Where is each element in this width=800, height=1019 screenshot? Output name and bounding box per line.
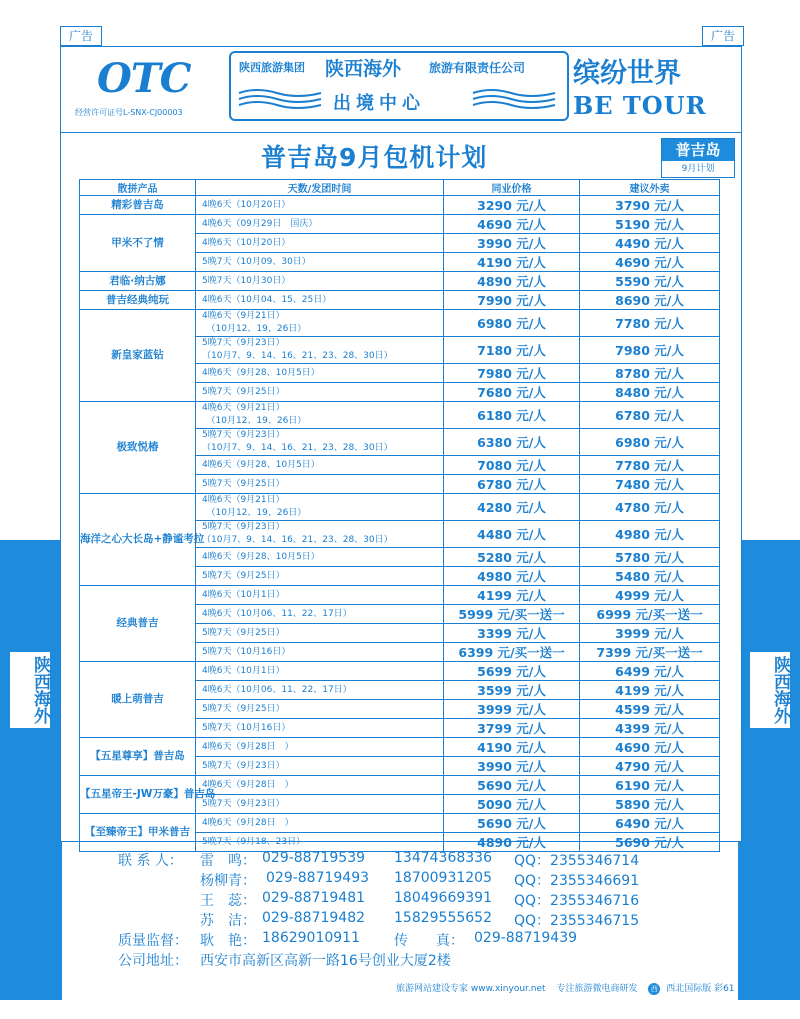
departure-date: 5晚7天（9月25日） [196,475,444,494]
address-text: 西安市高新区高新一路16号创业大厦2楼 [200,953,451,969]
product-name: 【五星帝王-JW万豪】普吉岛 [80,776,196,814]
contact-phone: 029-88719539 [262,850,366,866]
trade-price: 5090 元/人 [444,795,580,814]
footer-slogan: 专注旅游微电商研发 [556,984,638,994]
left-side-label: 陕西海外 [10,652,50,728]
footer [396,981,735,995]
contact-phone: 029-88719482 [262,910,366,926]
trade-price: 4480 元/人 [444,521,580,548]
departure-date: 5晚7天（10月16日） [196,643,444,662]
product-name: 极致悦椿 [80,402,196,494]
retail-price: 4199 元/人 [580,681,720,700]
contact-qq: QQ：2355346714 [514,853,640,869]
retail-price: 7780 元/人 [580,456,720,475]
trade-price: 3599 元/人 [444,681,580,700]
departure-date: 4晚6天（9月21日） （10月12、19、26日） [196,494,444,521]
trade-price: 4890 元/人 [444,833,580,852]
product-name: 海洋之心大长岛+静谧考拉 [80,494,196,586]
col-header-product: 散拼产品 [80,180,196,196]
trade-price: 7980 元/人 [444,364,580,383]
trade-price: 6180 元/人 [444,402,580,429]
footer-badge-icon: 西 [648,983,660,995]
departure-date: 4晚6天（10月1日） [196,586,444,605]
right-blue-band [738,540,800,1000]
departure-date: 4晚6天（9月28日 ） [196,776,444,795]
product-name: 甲米不了情 [80,215,196,272]
destination-tag [661,138,735,178]
trade-price: 6780 元/人 [444,475,580,494]
table-row [80,662,720,681]
right-side-label: 陕西海外 [750,652,790,728]
product-name: 【至臻帝王】甲米普吉 [80,814,196,852]
trade-price: 3990 元/人 [444,234,580,253]
table-row [80,814,720,833]
contact-phone: 029-88719481 [262,890,366,906]
product-name: 经典普吉 [80,586,196,662]
retail-price: 6780 元/人 [580,402,720,429]
company-box [229,51,569,121]
departure-date: 5晚7天（10月16日） [196,719,444,738]
product-name: 普吉经典纯玩 [80,291,196,310]
trade-price: 3799 元/人 [444,719,580,738]
department-name: 出境中心 [333,93,425,114]
supervisor-phone: 18629010911 [262,930,360,946]
contact-name: 王 蕊： [200,893,256,909]
departure-date: 4晚6天（10月20日） [196,234,444,253]
trade-price: 4280 元/人 [444,494,580,521]
retail-price: 4999 元/人 [580,586,720,605]
departure-date: 5晚7天（9月23日） （10月7、9、14、16、21、23、28、30日） [196,521,444,548]
departure-date: 4晚6天（9月28、10月5日） [196,456,444,475]
address-label: 公司地址： [118,953,188,969]
retail-price: 6499 元/人 [580,662,720,681]
company-suffix: 旅游有限责任公司 [429,61,526,75]
departure-date: 4晚6天（09月29日 国庆） [196,215,444,234]
departure-date: 4晚6天（9月28日 ） [196,738,444,757]
trade-price: 5690 元/人 [444,814,580,833]
table-header-row [80,180,720,196]
departure-date: 5晚7天（9月23日） [196,795,444,814]
trade-price: 7080 元/人 [444,456,580,475]
departure-date: 5晚7天（9月25日） [196,624,444,643]
trade-price: 3399 元/人 [444,624,580,643]
trade-price: 6380 元/人 [444,429,580,456]
departure-date: 5晚7天（10月30日） [196,272,444,291]
departure-date: 5晚7天（9月23日） （10月7、9、14、16、21、23、28、30日） [196,429,444,456]
departure-date: 4晚6天（9月28、10月5日） [196,364,444,383]
tag-subtitle: 9月计划 [681,164,715,174]
header [60,46,742,134]
product-name: 暖上萌普吉 [80,662,196,738]
contact-phone: 029-88719493 [266,870,370,886]
contact-mobile: 18049669391 [394,890,492,906]
departure-date: 5晚7天（9月23日） [196,757,444,776]
retail-price: 7780 元/人 [580,310,720,337]
wave-decoration-icon [471,87,561,111]
trade-price: 4690 元/人 [444,215,580,234]
trade-price: 4980 元/人 [444,567,580,586]
price-table [79,179,720,852]
departure-date: 4晚6天（9月21日） （10月12、19、26日） [196,402,444,429]
left-blue-band [0,540,62,1000]
product-name: 精彩普吉岛 [80,196,196,215]
retail-price: 8690 元/人 [580,291,720,310]
retail-price: 8480 元/人 [580,383,720,402]
license-number: 经营许可证号L-SNX-CJ00003 [75,108,183,117]
fax-number: 029-88719439 [474,930,578,946]
trade-price: 6980 元/人 [444,310,580,337]
departure-date: 4晚6天（10月06、11、22、17日） [196,605,444,624]
col-header-retail-price: 建议外卖 [580,180,720,196]
retail-price: 4790 元/人 [580,757,720,776]
col-header-departure: 天数/发团时间 [196,180,444,196]
retail-price: 4690 元/人 [580,738,720,757]
retail-price: 4980 元/人 [580,521,720,548]
table-row [80,402,720,429]
trade-price: 5690 元/人 [444,776,580,795]
retail-price: 5590 元/人 [580,272,720,291]
retail-price: 4780 元/人 [580,494,720,521]
departure-date: 5晚7天（9月18、23日） [196,833,444,852]
retail-price: 5480 元/人 [580,567,720,586]
contact-qq: QQ：2355346715 [514,913,640,929]
contact-mobile: 13474368336 [394,850,492,866]
trade-price: 3290 元/人 [444,196,580,215]
contact-name: 苏 洁： [200,913,256,929]
group-name: 陕西旅游集团 [239,61,305,74]
trade-price: 4190 元/人 [444,738,580,757]
table-row [80,738,720,757]
contact-name: 杨柳青： [200,873,256,889]
brand-chinese: 缤纷世界 [573,58,681,89]
table-row [80,586,720,605]
trade-price: 6399 元/买一送一 [444,643,580,662]
departure-date: 4晚6天（9月21日） （10月12、19、26日） [196,310,444,337]
trade-price: 7680 元/人 [444,383,580,402]
col-header-trade-price: 同业价格 [444,180,580,196]
departure-date: 5晚7天（9月25日） [196,383,444,402]
trade-price: 3999 元/人 [444,700,580,719]
retail-price: 3999 元/人 [580,624,720,643]
table-row [80,196,720,215]
retail-price: 5890 元/人 [580,795,720,814]
retail-price: 6490 元/人 [580,814,720,833]
trade-price: 3990 元/人 [444,757,580,776]
product-name: 新皇家蓝钻 [80,310,196,402]
retail-price: 4690 元/人 [580,253,720,272]
tag-title: 普吉岛 [662,139,734,161]
otc-logo: OTC [97,55,191,102]
supervisor-label: 质量监督： [118,933,188,949]
retail-price: 7980 元/人 [580,337,720,364]
contact-label: 联 系 人： [118,853,183,869]
trade-price: 5699 元/人 [444,662,580,681]
table-row [80,215,720,234]
table-row [80,310,720,337]
departure-date: 4晚6天（10月04、15、25日） [196,291,444,310]
ad-label-right: 广告 [702,26,744,46]
company-main: 陕西海外 [325,58,402,80]
trade-price: 7990 元/人 [444,291,580,310]
retail-price: 7399 元/买一送一 [580,643,720,662]
trade-price: 4190 元/人 [444,253,580,272]
page-title: 普吉岛9月包机计划 [261,143,488,172]
contact-name: 雷 鸣： [200,853,256,869]
departure-date: 5晚7天（10月09、30日） [196,253,444,272]
departure-date: 4晚6天（10月1日） [196,662,444,681]
table-row [80,272,720,291]
departure-date: 4晚6天（10月20日） [196,196,444,215]
retail-price: 4399 元/人 [580,719,720,738]
fax-label: 传 真： [394,933,464,949]
table-row [80,776,720,795]
supervisor-name: 耿 艳： [200,933,256,949]
main-panel [60,132,742,850]
product-name: 君临·纳古娜 [80,272,196,291]
retail-price: 5780 元/人 [580,548,720,567]
trade-price: 4890 元/人 [444,272,580,291]
footer-edition: 西北国际版 彩61 [666,984,735,994]
ad-label-left: 广告 [60,26,102,46]
table-row [80,291,720,310]
retail-price: 4599 元/人 [580,700,720,719]
retail-price: 7480 元/人 [580,475,720,494]
departure-date: 4晚6天（9月28、10月5日） [196,548,444,567]
trade-price: 5280 元/人 [444,548,580,567]
contact-mobile: 18700931205 [394,870,492,886]
retail-price: 8780 元/人 [580,364,720,383]
departure-date: 5晚7天（9月23日） （10月7、9、14、16、21、23、28、30日） [196,337,444,364]
retail-price: 4490 元/人 [580,234,720,253]
trade-price: 7180 元/人 [444,337,580,364]
brand-english: BE TOUR [573,91,707,120]
retail-price: 5690 元/人 [580,833,720,852]
departure-date: 5晚7天（9月25日） [196,700,444,719]
table-row [80,494,720,521]
retail-price: 6980 元/人 [580,429,720,456]
table-body [80,196,720,852]
departure-date: 4晚6天（10月06、11、22、17日） [196,681,444,700]
retail-price: 5190 元/人 [580,215,720,234]
product-name: 【五星尊享】普吉岛 [80,738,196,776]
trade-price: 4199 元/人 [444,586,580,605]
contact-qq: QQ：2355346691 [514,873,640,889]
contact-qq: QQ：2355346716 [514,893,640,909]
retail-price: 3790 元/人 [580,196,720,215]
trade-price: 5999 元/买一送一 [444,605,580,624]
departure-date: 4晚6天（9月28日 ） [196,814,444,833]
contact-mobile: 15829555652 [394,910,492,926]
footer-website: 旅游网站建设专家 www.xinyour.net [396,984,546,994]
retail-price: 6190 元/人 [580,776,720,795]
retail-price: 6999 元/买一送一 [580,605,720,624]
wave-decoration-icon [237,87,327,111]
departure-date: 5晚7天（9月25日） [196,567,444,586]
